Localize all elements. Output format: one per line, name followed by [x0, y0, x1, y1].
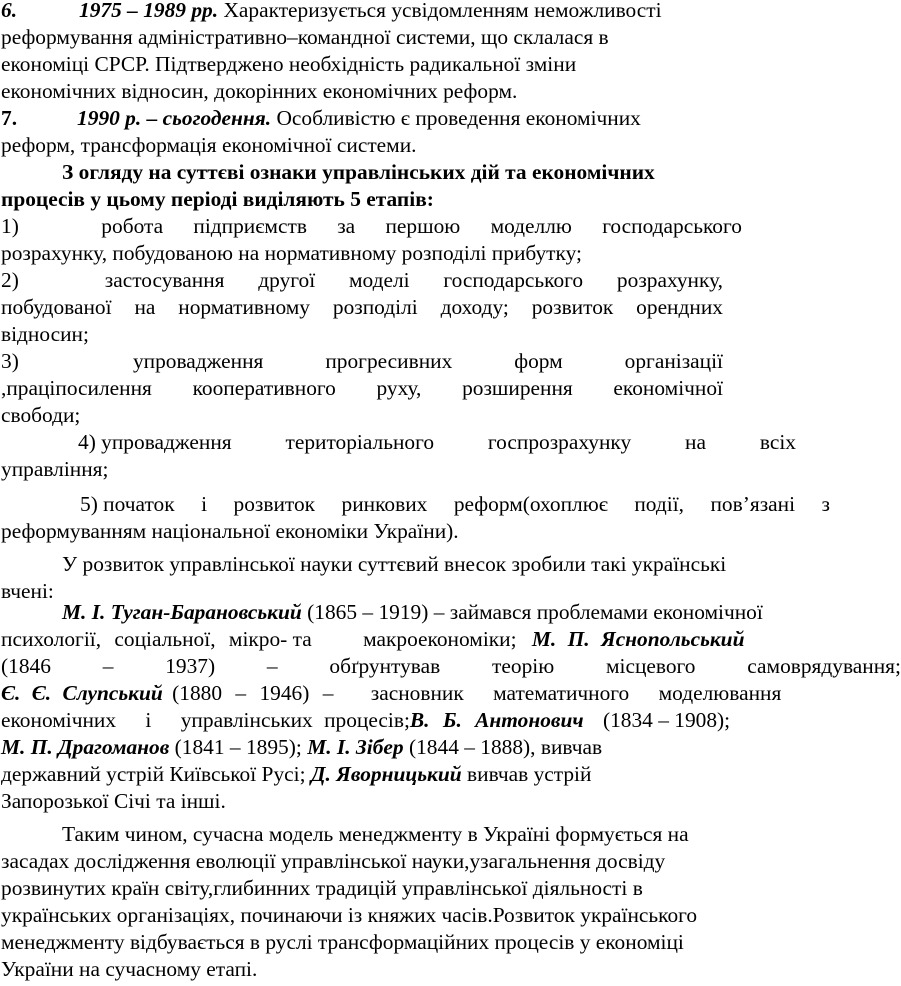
scientist-tugan-years: (1865 – 1919) – займався проблемами економічної	[307, 600, 763, 624]
stages-intro-line1: З огляду на суттєві ознаки управлінських дій та економічних	[62, 160, 655, 184]
scientists-line5: економічних і управлінських процесів;В. Б. Антонович (1834 – 1908);	[1, 708, 731, 732]
conclusion-line5: менеджменту відбувається в руслі трансформаційних процесів у економіці	[1, 930, 684, 954]
stage3-line3: свободи;	[1, 403, 81, 427]
stage3-line1: 3) упровадження прогресивних форм організації	[1, 349, 723, 373]
scientists-line2: психології, соціальної, мікро- та макроекономіки; М. П. Яснопольський	[1, 627, 745, 651]
item6-text: Характеризується усвідомленням неможливості	[223, 0, 662, 22]
scientist-antonovych: В. Б. Антонович	[409, 708, 584, 732]
stage4-line2: управління;	[1, 457, 109, 481]
item6-number: 6.	[1, 0, 18, 22]
scientists-line3: (1846 – 1937) – обґрунтував теорію місцевого самоврядування;	[1, 654, 901, 678]
item6-line2: реформування адміністративно–командної системи, що склалася в	[1, 25, 609, 49]
item6-period: 1975 – 1989 рр.	[79, 0, 219, 22]
item6-line4: економічних відносин, докорінних економічних реформ.	[1, 79, 518, 103]
scientists-line1	[62, 599, 763, 626]
scientists-intro-line2: вчені:	[1, 579, 54, 603]
stage5-line1: 5) початок і розвиток ринкових реформ(охоплює події, пов’язані з	[80, 492, 830, 516]
item6-line3: економіці СРСР. Підтверджено необхідність радикальної зміни	[1, 52, 577, 76]
item7-line2: реформ, трансформація економічної системи.	[1, 133, 417, 157]
conclusion-line3: розвинутих країн світу,глибинних традицій управлінської діяльності в	[1, 876, 643, 900]
item7-line1	[1, 105, 641, 132]
item6-line1	[1, 0, 662, 24]
item7-period: 1990 р. – сьогодення.	[77, 106, 272, 130]
stage4-line1: 4) упровадження територіального госпрозрахунку на всіх	[78, 430, 796, 454]
scientists-line6: М. П. Драгоманов (1841 – 1895); М. І. Зібер (1844 – 1888), вивчав	[1, 735, 603, 759]
item7-text: Особливістю є проведення економічних	[276, 106, 641, 130]
scientist-slupsky: Є. Є. Слупський	[1, 681, 163, 705]
scientist-yavornytsky: Д. Яворницький	[310, 762, 462, 786]
scientist-tugan: М. І. Туган-Барановський	[62, 600, 302, 624]
scientists-line7: державний устрій Київської Русі; Д. Яворницький вивчав устрій	[1, 762, 592, 786]
stage2-line3: відносин;	[1, 322, 89, 346]
scientist-yasnopolsky: М. П. Яснопольський	[531, 627, 745, 651]
stage3-line2: ,праціпосилення кооперативного руху, розширення економічної	[1, 376, 723, 400]
stage1-line2: розрахунку, побудованою на нормативному розподілі прибутку;	[1, 241, 582, 265]
scientist-drahomanov: М. П. Драгоманов	[1, 735, 170, 759]
conclusion-line6: України на сучасному етапі.	[1, 957, 258, 981]
stage2-line2: побудованої на нормативному розподілі доходу; розвиток орендних	[1, 295, 723, 319]
item7-number: 7.	[1, 106, 18, 130]
scientists-intro-line1: У розвиток управлінської науки суттєвий внесок зробили такі українські	[62, 552, 727, 576]
conclusion-line2: засадах дослідження еволюції управлінської науки,узагальнення досвіду	[1, 849, 666, 873]
stage5-line2: реформуванням національної економіки України).	[1, 519, 459, 543]
conclusion-line1: Таким чином, сучасна модель менеджменту в Україні формується на	[62, 822, 689, 846]
scientists-line8: Запорозької Січі та інші.	[1, 789, 226, 813]
stage2-line1: 2) застосування другої моделі господарського розрахунку,	[1, 268, 723, 292]
stage1-line1: 1) робота підприємств за першою моделлю господарського	[1, 214, 742, 238]
scientist-ziber: М. І. Зібер	[307, 735, 404, 759]
scientists-line4: Є. Є. Слупський (1880 – 1946) – засновник математичного моделювання	[1, 681, 782, 705]
conclusion-line4: українських організаціях, починаючи із княжих часів.Розвиток українського	[1, 903, 698, 927]
stages-intro-line2: процесів у цьому періоді виділяють 5 етапів:	[1, 187, 434, 211]
